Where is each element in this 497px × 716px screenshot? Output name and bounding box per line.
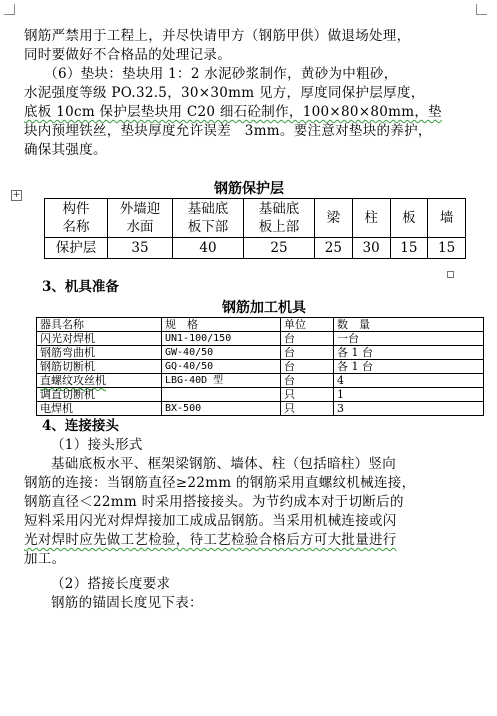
header-cell[interactable] (244, 199, 315, 238)
table-cell[interactable]: 4 (334, 374, 484, 388)
table-row (37, 374, 484, 388)
table-cell[interactable] (37, 374, 162, 388)
table-cell[interactable] (162, 388, 281, 402)
header-cell[interactable]: 柱 (352, 199, 390, 238)
paragraph-line: 水泥强度等级 PO.32.5，30×30mm 见方，厚度同保护层厚度， (24, 85, 425, 101)
table-row (37, 360, 484, 374)
table-cell[interactable]: 调直切断机 (37, 388, 162, 402)
section-heading: 4、连接接头 (42, 418, 119, 434)
header-text: 外墙迎 (119, 201, 161, 217)
spellcheck-underlined-text: 光对焊时应先做工艺检验，待工艺检验合格后方可大批量进行 (24, 532, 397, 548)
spellcheck-underlined-text: 底板 10cm 保护层垫块用 C20 细石砼制作，100×80×80mm，垫 (24, 104, 442, 120)
subheading-line: （1）接头形式 (51, 437, 143, 453)
header-cell[interactable]: 单位 (281, 318, 334, 332)
header-text: 构件 (62, 201, 90, 217)
paragraph-line (24, 531, 474, 550)
header-cell[interactable]: 器具名称 (37, 318, 162, 332)
table-cell[interactable]: 25 (315, 238, 353, 259)
table-cell[interactable]: 30 (352, 238, 390, 259)
table-cell[interactable]: GW-40/50 (162, 346, 281, 360)
header-text: 基础底 (187, 201, 229, 217)
table-cell[interactable]: 35 (108, 238, 173, 259)
table-cell[interactable]: 只 (281, 402, 334, 416)
paragraph-line: 钢筋的连接：当钢筋直径≥22mm 的钢筋采用直螺纹机械连接， (24, 475, 416, 491)
paragraph-line (24, 103, 474, 122)
margin-corner-mark (476, 4, 487, 15)
paragraph-line: 加工。 (24, 551, 66, 567)
section-heading: 3、机具准备 (42, 279, 119, 295)
header-text: 水面 (126, 219, 154, 235)
table-cell[interactable]: 闪光对焊机 (37, 332, 162, 346)
table-cell[interactable]: 钢筋切断机 (37, 360, 162, 374)
table-cell[interactable]: 1 (334, 388, 484, 402)
paragraph-line: 钢筋直径＜22mm 时采用搭接接头。为节约成本对于切断后的 (24, 494, 404, 510)
table-cell[interactable]: 15 (428, 238, 466, 259)
header-text: 板下部 (187, 219, 229, 235)
header-cell[interactable]: 板 (390, 199, 428, 238)
cover-table-title: 钢筋保护层 (214, 181, 284, 197)
table-cell[interactable]: 钢筋弯曲机 (37, 346, 162, 360)
table-cell[interactable]: 只 (281, 388, 334, 402)
paragraph-line: 钢筋严禁用于工程上，并尽快请甲方（钢筋甲供）做退场处理， (24, 28, 411, 44)
header-cell[interactable]: 梁 (315, 199, 353, 238)
machines-table[interactable] (36, 317, 484, 416)
header-cell[interactable]: 规 格 (162, 318, 281, 332)
header-cell[interactable] (173, 199, 244, 238)
header-cell[interactable] (108, 199, 173, 238)
table-cell[interactable]: 各 1 台 (334, 346, 484, 360)
paragraph-line: 钢筋的锚固长度见下表： (51, 595, 203, 611)
table-cell[interactable]: 3 (334, 402, 484, 416)
document-page (24, 0, 474, 613)
paragraph-line: 确保其强度。 (24, 142, 107, 158)
table-row (37, 402, 484, 416)
margin-corner-mark (4, 4, 15, 15)
header-text: 基础底 (258, 201, 300, 217)
table-row (45, 238, 466, 259)
table-resize-handle-icon[interactable] (447, 271, 454, 278)
paragraph-line: （6）垫块：垫块用 1：2 水泥砂浆制作，黄砂为中粗砂， (44, 66, 398, 82)
table-header-row (37, 318, 484, 332)
table-row (37, 332, 484, 346)
header-cell[interactable]: 墙 (428, 199, 466, 238)
table-cell[interactable]: 40 (173, 238, 244, 259)
table-cell[interactable]: 25 (244, 238, 315, 259)
table-cell[interactable]: 各 1 台 (334, 360, 484, 374)
table-cell[interactable]: 电焊机 (37, 402, 162, 416)
spellcheck-underlined-text: 直螺纹攻丝机 (40, 374, 106, 387)
table-cell[interactable]: 台 (281, 332, 334, 346)
paragraph-line: 同时要做好不合格品的处理记录。 (24, 47, 231, 63)
table-cell[interactable]: 一台 (334, 332, 484, 346)
header-cell[interactable] (45, 199, 108, 238)
table-row (37, 346, 484, 360)
table-cell[interactable]: 保护层 (45, 238, 108, 259)
header-text: 板上部 (258, 219, 300, 235)
table-row (37, 388, 484, 402)
paragraph-line: 块内预埋铁丝，垫块厚度允许误差 3mm。要注意对垫块的养护， (24, 123, 432, 139)
table-cell[interactable]: LBG-40D 型 (162, 374, 281, 388)
table-move-anchor-icon[interactable]: + (12, 190, 21, 200)
table-cell[interactable]: UN1-100/150 (162, 332, 281, 346)
table-cell[interactable]: 15 (390, 238, 428, 259)
subheading-line: （2）搭接长度要求 (51, 576, 171, 592)
table-cell[interactable]: 台 (281, 346, 334, 360)
cover-table[interactable] (44, 198, 466, 259)
table-cell[interactable]: BX-500 (162, 402, 281, 416)
header-text: 名称 (62, 219, 90, 235)
table-cell[interactable]: GQ-40/50 (162, 360, 281, 374)
table-cell[interactable]: 台 (281, 374, 334, 388)
header-cell[interactable]: 数 量 (334, 318, 484, 332)
paragraph-line: 短料采用闪光对焊焊接加工成成品钢筋。当采用机械连接或闪 (24, 513, 397, 529)
paragraph-line: 基础底板水平、框架梁钢筋、墙体、柱（包括暗柱）竖向 (51, 456, 396, 472)
table-cell[interactable]: 台 (281, 360, 334, 374)
table-header-row (45, 199, 466, 238)
machines-table-title: 钢筋加工机具 (222, 300, 306, 316)
